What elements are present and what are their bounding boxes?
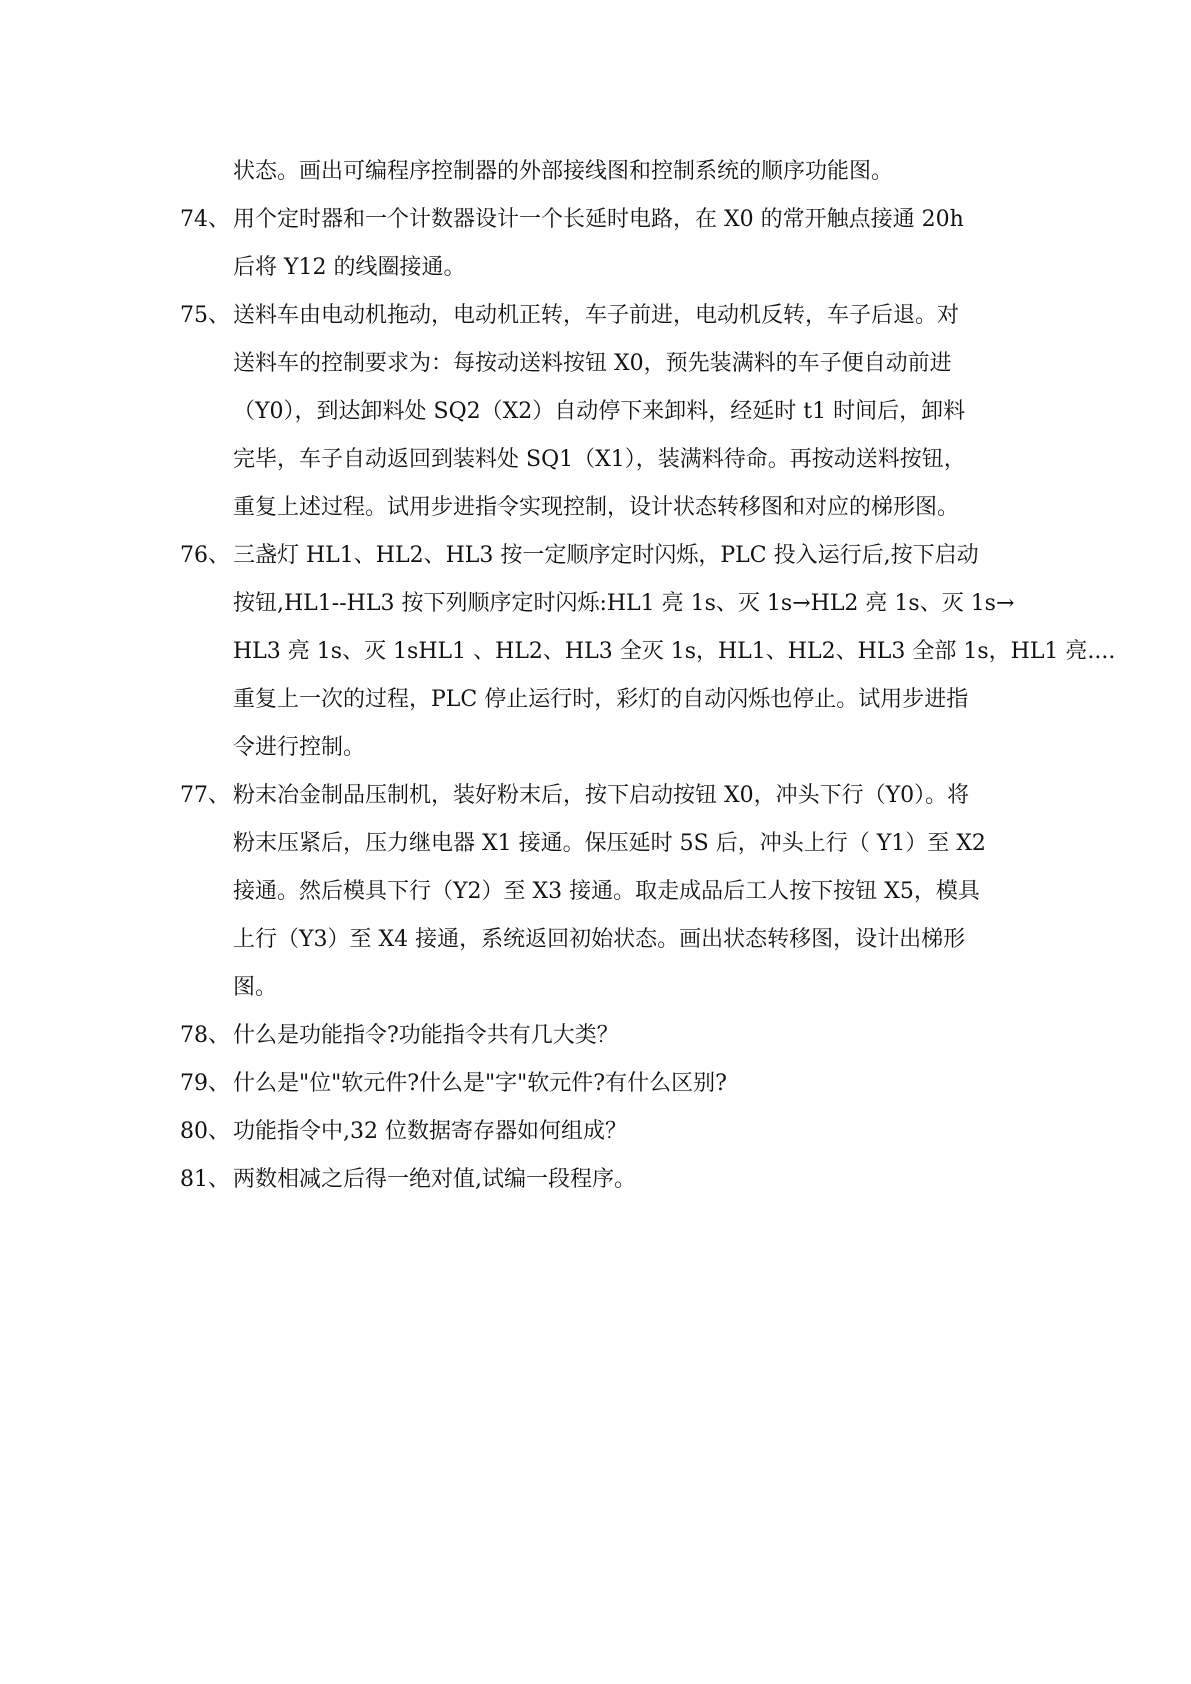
- question-number: 74、: [180, 207, 230, 232]
- text-line: 令进行控制。: [233, 735, 366, 760]
- question-number: 75、: [180, 303, 230, 328]
- question-list: [180, 148, 1116, 1204]
- question-number: 80、: [180, 1119, 230, 1144]
- text-line: 送料车由电动机拖动，电动机正转，车子前进，电动机反转，车子后退。对: [233, 303, 960, 328]
- question-number: 81、: [180, 1167, 230, 1192]
- question-78: [180, 1012, 1020, 1060]
- text-line: 用个定时器和一个计数器设计一个长延时电路，在 X0 的常开触点接通 20h: [233, 207, 964, 232]
- text-line: 什么是功能指令?功能指令共有几大类？: [233, 1023, 619, 1048]
- text-line: 接通。然后模具下行（Y2）至 X3 接通。取走成品后工人按下按钮 X5，模具: [233, 879, 980, 904]
- text-line: 功能指令中,32 位数据寄存器如何组成？: [233, 1119, 627, 1144]
- question-number: 78、: [180, 1023, 230, 1048]
- text-line: 重复上述过程。试用步进指令实现控制，设计状态转移图和对应的梯形图。: [233, 495, 960, 520]
- text-line: 图。: [233, 975, 278, 1000]
- question-number: 79、: [180, 1071, 230, 1096]
- question-74: [180, 196, 1020, 292]
- question-77: [180, 772, 1020, 1012]
- text-line: 粉末冶金制品压制机，装好粉末后，按下启动按钮 X0，冲头下行（Y0）。将: [233, 783, 970, 808]
- question-81: [180, 1156, 1020, 1204]
- question-80: [180, 1108, 1020, 1156]
- text-line: 状态。画出可编程序控制器的外部接线图和控制系统的顺序功能图。: [233, 159, 894, 184]
- question-76: [180, 532, 1116, 772]
- question-79: [180, 1060, 1020, 1108]
- text-line: （Y0），到达卸料处 SQ2（X2）自动停下来卸料，经延时 t1 时间后，卸料: [233, 399, 966, 424]
- text-line: 后将 Y12 的线圈接通。: [233, 255, 466, 280]
- text-line: 上行（Y3）至 X4 接通，系统返回初始状态。画出状态转移图，设计出梯形: [233, 927, 966, 952]
- text-line: 完毕，车子自动返回到装料处 SQ1（X1），装满料待命。再按动送料按钮，: [233, 447, 966, 472]
- text-line: 按钮,HL1--HL3 按下列顺序定时闪烁:HL1 亮 1s、灭 1s→HL2 亮 1s、灭 1s→: [233, 591, 1015, 616]
- question-75: [180, 292, 1020, 532]
- text-line: HL3 亮 1s、灭 1sHL1 、HL2、HL3 全灭 1s，HL1、HL2、HL3 全部 1s，HL1 亮....: [233, 639, 1116, 664]
- text-line: 两数相减之后得一绝对值,试编一段程序。: [233, 1167, 636, 1192]
- text-line: 送料车的控制要求为：每按动送料按钮 X0，预先装满料的车子便自动前进: [233, 351, 952, 376]
- question-number: 76、: [180, 543, 230, 568]
- question-number: 77、: [180, 783, 230, 808]
- text-line: 三盏灯 HL1、HL2、HL3 按一定顺序定时闪烁，PLC 投入运行后,按下启动: [233, 543, 979, 568]
- text-line: 重复上一次的过程，PLC 停止运行时，彩灯的自动闪烁也停止。试用步进指: [233, 687, 969, 712]
- question-continuation: [180, 148, 1020, 196]
- text-line: 什么是"位"软元件?什么是"字"软元件?有什么区别?: [233, 1071, 727, 1096]
- text-line: 粉末压紧后，压力继电器 X1 接通。保压延时 5S 后，冲头上行（ Y1）至 X2: [233, 831, 986, 856]
